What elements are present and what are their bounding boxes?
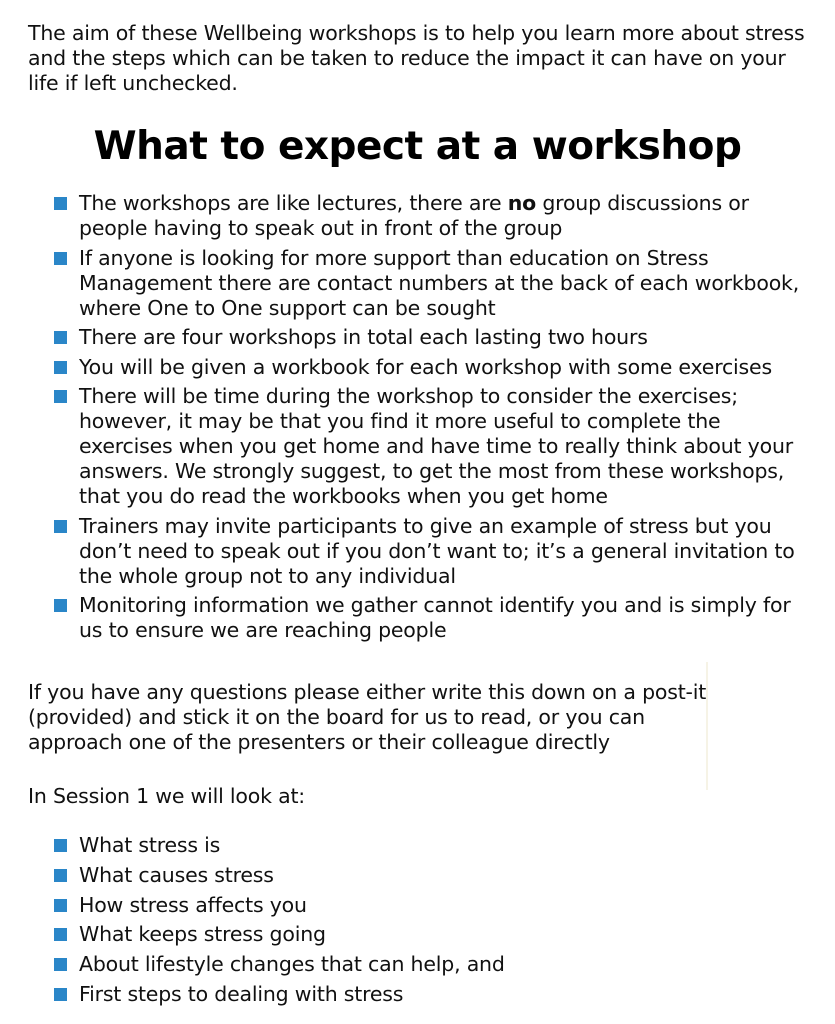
square-bullet-icon	[54, 197, 67, 210]
list-item-text: Trainers may invite participants to give an example of stress but you don’t need to speak out if you don’t want to; it’s a general invitation to the whole group not to any individual	[79, 513, 795, 588]
list-item	[54, 325, 814, 350]
square-bullet-icon	[54, 988, 67, 1001]
session-topics-list	[54, 833, 654, 1012]
list-item	[54, 246, 814, 321]
list-item-text: There will be time during the workshop to consider the exercises; however, it may be that you find it more useful to complete the exercises when you get home and have time to really think about your answers. We strongly suggest, to get the most from these workshops, that you do read the workbooks when you get home	[79, 384, 793, 508]
list-item-text: What stress is	[79, 833, 221, 857]
list-item	[54, 982, 654, 1007]
list-item	[54, 922, 654, 947]
square-bullet-icon	[54, 252, 67, 265]
intro-paragraph: The aim of these Wellbeing workshops is to help you learn more about stress and the steps which can be taken to reduce the impact it can have on your life if left unchecked.	[28, 21, 805, 95]
list-item	[54, 863, 654, 888]
list-item	[54, 355, 814, 380]
list-item	[54, 952, 654, 977]
list-item-text: How stress affects you	[79, 892, 307, 917]
list-item	[54, 833, 654, 858]
list-item-text: About lifestyle changes that can help, and	[79, 952, 505, 977]
list-item	[54, 384, 814, 509]
list-item-emphasis: no	[507, 191, 537, 215]
square-bullet-icon	[54, 869, 67, 882]
page-heading: What to expect at a workshop	[93, 124, 742, 169]
session-intro: In Session 1 we will look at:	[28, 784, 305, 808]
list-item-text: If anyone is looking for more support than education on Stress Management there are contact numbers at the back of each workbook, where One to One support can be sought	[79, 245, 800, 320]
list-item-text: What keeps stress going	[79, 922, 326, 947]
list-item-text-end: group discussions or people having to speak out in front of the group	[79, 191, 749, 240]
square-bullet-icon	[54, 599, 67, 612]
square-bullet-icon	[54, 361, 67, 374]
list-item	[54, 893, 654, 918]
list-item-text: Monitoring information we gather cannot identify you and is simply for us to ensure we are reaching people	[79, 593, 791, 642]
square-bullet-icon	[54, 958, 67, 971]
list-item-text: First steps to dealing with stress	[79, 981, 404, 1006]
list-item	[54, 514, 814, 589]
square-bullet-icon	[54, 928, 67, 941]
list-item-text: You will be given a workbook for each workshop with some exercises	[79, 354, 772, 379]
square-bullet-icon	[54, 839, 67, 852]
questions-paragraph: If you have any questions please either write this down on a post-it (provided) and stick it on the board for us to read, or you can approach one of the presenters or their colleague directly	[28, 680, 707, 754]
list-item	[54, 593, 814, 643]
square-bullet-icon	[54, 331, 67, 344]
square-bullet-icon	[54, 390, 67, 403]
list-item-text: There are four workshops in total each lasting two hours	[79, 325, 648, 349]
list-item	[54, 191, 814, 241]
square-bullet-icon	[54, 520, 67, 533]
list-item-text: What causes stress	[79, 862, 274, 887]
expectations-list	[54, 191, 814, 648]
square-bullet-icon	[54, 899, 67, 912]
list-item-text: The workshops are like lectures, there are	[79, 191, 508, 215]
